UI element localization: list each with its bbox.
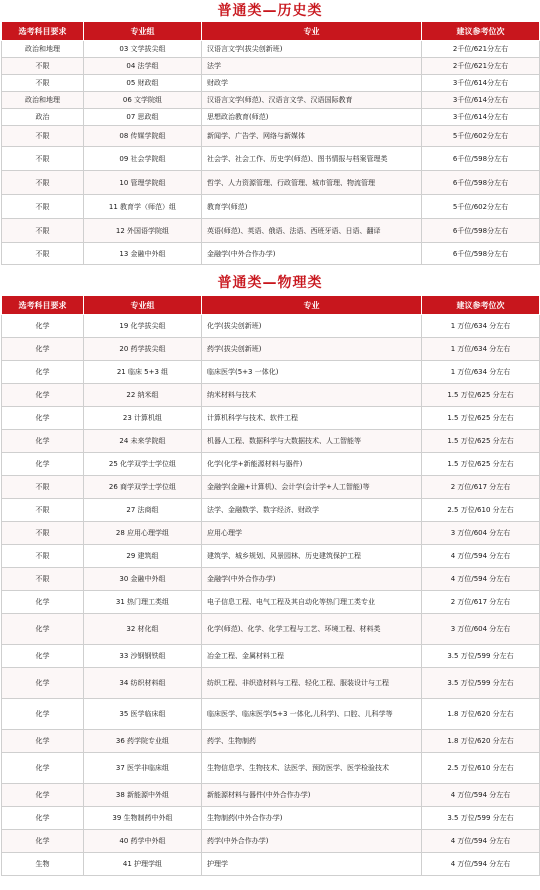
cell-rank: 1.8 万位/620 分左右 [422,730,540,753]
cell-group: 09 社会学院组 [84,147,202,171]
header-rank: 建议参考位次 [422,22,540,41]
table-row [2,361,540,384]
cell-major: 哲学、人力资源管理、行政管理、城市管理、物流管理 [202,171,422,195]
table-row [2,384,540,407]
cell-major: 生物制药(中外合作办学) [202,807,422,830]
cell-rank: 1.5 万位/625 分左右 [422,407,540,430]
cell-rank: 6千位/598分左右 [422,219,540,243]
table-row [2,430,540,453]
cell-subject: 不限 [2,522,84,545]
header-major: 专业 [202,296,422,315]
section-title-physics: 普通类—物理类 [217,275,323,291]
physics-table [1,295,540,876]
cell-major: 纳米材料与技术 [202,384,422,407]
table-row [2,545,540,568]
cell-group: 05 财政组 [84,75,202,92]
cell-rank: 2.5 万位/610 分左右 [422,499,540,522]
cell-subject: 不限 [2,568,84,591]
cell-subject: 不限 [2,126,84,147]
table-row [2,730,540,753]
cell-group: 38 新能源中外组 [84,784,202,807]
cell-group: 12 外国语学院组 [84,219,202,243]
table-row [2,171,540,195]
table-row [2,315,540,338]
cell-subject: 化学 [2,315,84,338]
table-row [2,126,540,147]
cell-subject: 化学 [2,807,84,830]
table-row [2,807,540,830]
cell-group: 06 文学院组 [84,92,202,109]
cell-rank: 1.5 万位/625 分左右 [422,384,540,407]
cell-subject: 化学 [2,614,84,645]
cell-major: 临床医学(5+3 一体化) [202,361,422,384]
header-subject: 选考科目要求 [2,22,84,41]
cell-subject: 不限 [2,545,84,568]
table-row [2,614,540,645]
cell-rank: 1 万位/634 分左右 [422,338,540,361]
cell-major: 生物信息学、生物技术、法医学、预防医学、医学检验技术 [202,753,422,784]
cell-major: 英语(师范)、英语、俄语、法语、西班牙语、日语、翻译 [202,219,422,243]
cell-major: 社会学、社会工作、历史学(师范)、图书情报与档案管理类 [202,147,422,171]
cell-rank: 4 万位/594 分左右 [422,853,540,876]
cell-major: 药学(拔尖创新班) [202,338,422,361]
cell-rank: 1 万位/634 分左右 [422,315,540,338]
cell-group: 04 法学组 [84,58,202,75]
cell-rank: 1 万位/634 分左右 [422,361,540,384]
header-group: 专业组 [84,22,202,41]
table-row [2,75,540,92]
cell-group: 11 教育学（师范）组 [84,195,202,219]
cell-group: 33 沙钢钢铁组 [84,645,202,668]
cell-group: 07 思政组 [84,109,202,126]
table-row [2,58,540,75]
cell-rank: 2千位/621分左右 [422,58,540,75]
cell-subject: 不限 [2,243,84,265]
table-row [2,219,540,243]
cell-rank: 3.5 万位/599 分左右 [422,668,540,699]
cell-group: 32 材化组 [84,614,202,645]
cell-rank: 1.5 万位/625 分左右 [422,430,540,453]
cell-group: 35 医学临床组 [84,699,202,730]
cell-group: 24 未来学院组 [84,430,202,453]
table-row [2,591,540,614]
table-row [2,853,540,876]
cell-subject: 生物 [2,853,84,876]
cell-subject: 化学 [2,361,84,384]
cell-major: 财政学 [202,75,422,92]
header-major: 专业 [202,22,422,41]
table-row [2,41,540,58]
cell-subject: 化学 [2,384,84,407]
cell-group: 19 化学拔尖组 [84,315,202,338]
cell-rank: 1.8 万位/620 分左右 [422,699,540,730]
cell-subject: 化学 [2,668,84,699]
section-title-history: 普通类—历史类 [217,3,323,19]
cell-subject: 不限 [2,58,84,75]
physics-table-body [2,315,540,876]
cell-group: 03 文学拔尖组 [84,41,202,58]
cell-rank: 3 万位/604 分左右 [422,522,540,545]
table-row [2,668,540,699]
cell-group: 23 计算机组 [84,407,202,430]
cell-subject: 化学 [2,784,84,807]
cell-subject: 不限 [2,219,84,243]
cell-major: 冶金工程、金属材料工程 [202,645,422,668]
cell-subject: 政治和地理 [2,41,84,58]
table-row [2,147,540,171]
cell-major: 纺织工程、非织造材料与工程、轻化工程、服装设计与工程 [202,668,422,699]
cell-major: 化学(师范)、化学、化学工程与工艺、环境工程、材料类 [202,614,422,645]
cell-subject: 化学 [2,591,84,614]
cell-rank: 3.5 万位/599 分左右 [422,807,540,830]
cell-major: 化学(化学+新能源材料与器件) [202,453,422,476]
table-row [2,195,540,219]
cell-major: 思想政治教育(师范) [202,109,422,126]
cell-subject: 化学 [2,730,84,753]
cell-subject: 化学 [2,430,84,453]
cell-group: 34 纺织材料组 [84,668,202,699]
cell-rank: 2千位/621分左右 [422,41,540,58]
cell-rank: 3千位/614分左右 [422,92,540,109]
cell-group: 21 临床 5+3 组 [84,361,202,384]
cell-major: 法学 [202,58,422,75]
table-row [2,243,540,265]
cell-subject: 化学 [2,830,84,853]
cell-subject: 不限 [2,499,84,522]
table-header-row [2,296,540,315]
cell-subject: 化学 [2,407,84,430]
cell-rank: 1.5 万位/625 分左右 [422,453,540,476]
cell-rank: 3 万位/604 分左右 [422,614,540,645]
cell-rank: 5千位/602分左右 [422,195,540,219]
cell-rank: 6千位/598分左右 [422,147,540,171]
table-row [2,453,540,476]
header-subject: 选考科目要求 [2,296,84,315]
cell-major: 汉语言文学(师范)、汉语言文学、汉语国际教育 [202,92,422,109]
cell-group: 08 传媒学院组 [84,126,202,147]
cell-major: 汉语言文学(拔尖创新班) [202,41,422,58]
cell-subject: 化学 [2,453,84,476]
cell-major: 药学(中外合作办学) [202,830,422,853]
table-row [2,499,540,522]
cell-rank: 4 万位/594 分左右 [422,830,540,853]
cell-rank: 5千位/602分左右 [422,126,540,147]
table-row [2,522,540,545]
table-row [2,830,540,853]
table-row [2,645,540,668]
cell-major: 教育学(师范) [202,195,422,219]
cell-group: 41 护理学组 [84,853,202,876]
cell-major: 金融学(中外合作办学) [202,243,422,265]
cell-major: 新闻学、广告学、网络与新媒体 [202,126,422,147]
cell-group: 37 医学非临床组 [84,753,202,784]
table-header-row [2,22,540,41]
cell-rank: 3千位/614分左右 [422,109,540,126]
cell-major: 护理学 [202,853,422,876]
cell-group: 26 商学双学士学位组 [84,476,202,499]
header-group: 专业组 [84,296,202,315]
cell-rank: 6千位/598分左右 [422,243,540,265]
cell-group: 13 金融中外组 [84,243,202,265]
cell-group: 30 金融中外组 [84,568,202,591]
cell-group: 27 法商组 [84,499,202,522]
cell-major: 机器人工程、数据科学与大数据技术、人工智能等 [202,430,422,453]
cell-subject: 化学 [2,753,84,784]
cell-subject: 不限 [2,75,84,92]
cell-major: 临床医学、临床医学(5+3 一体化,儿科学)、口腔、儿科学等 [202,699,422,730]
cell-group: 29 建筑组 [84,545,202,568]
cell-subject: 不限 [2,476,84,499]
cell-rank: 3千位/614分左右 [422,75,540,92]
cell-subject: 政治 [2,109,84,126]
cell-group: 10 管理学院组 [84,171,202,195]
cell-group: 36 药学院专业组 [84,730,202,753]
table-row [2,109,540,126]
table-row [2,338,540,361]
cell-group: 39 生物制药中外组 [84,807,202,830]
cell-major: 化学(拔尖创新班) [202,315,422,338]
cell-rank: 6千位/598分左右 [422,171,540,195]
cell-rank: 4 万位/594 分左右 [422,784,540,807]
cell-group: 28 应用心理学组 [84,522,202,545]
cell-major: 计算机科学与技术、软件工程 [202,407,422,430]
table-row [2,92,540,109]
cell-group: 40 药学中外组 [84,830,202,853]
cell-group: 22 纳米组 [84,384,202,407]
history-table [1,21,540,265]
history-table-body [2,41,540,265]
cell-major: 金融学(中外合作办学) [202,568,422,591]
table-row [2,568,540,591]
table-row [2,476,540,499]
cell-rank: 2 万位/617 分左右 [422,591,540,614]
header-rank: 建议参考位次 [422,296,540,315]
cell-subject: 不限 [2,147,84,171]
cell-major: 应用心理学 [202,522,422,545]
cell-rank: 4 万位/594 分左右 [422,568,540,591]
cell-subject: 政治和地理 [2,92,84,109]
cell-group: 25 化学双学士学位组 [84,453,202,476]
table-row [2,753,540,784]
cell-major: 电子信息工程、电气工程及其自动化等热门理工类专业 [202,591,422,614]
cell-major: 法学、金融数学、数字经济、财政学 [202,499,422,522]
cell-rank: 3.5 万位/599 分左右 [422,645,540,668]
table-row [2,784,540,807]
cell-subject: 不限 [2,171,84,195]
cell-major: 金融学(金融+计算机)、会计学(会计学+人工智能)等 [202,476,422,499]
cell-subject: 化学 [2,645,84,668]
cell-rank: 2.5 万位/610 分左右 [422,753,540,784]
cell-subject: 不限 [2,195,84,219]
cell-subject: 化学 [2,699,84,730]
cell-subject: 化学 [2,338,84,361]
cell-major: 建筑学、城乡规划、风景园林、历史建筑保护工程 [202,545,422,568]
table-row [2,699,540,730]
cell-rank: 4 万位/594 分左右 [422,545,540,568]
cell-rank: 2 万位/617 分左右 [422,476,540,499]
cell-major: 新能源材料与器件(中外合作办学) [202,784,422,807]
cell-major: 药学、生物制药 [202,730,422,753]
cell-group: 20 药学拔尖组 [84,338,202,361]
cell-group: 31 热门理工类组 [84,591,202,614]
table-row [2,407,540,430]
